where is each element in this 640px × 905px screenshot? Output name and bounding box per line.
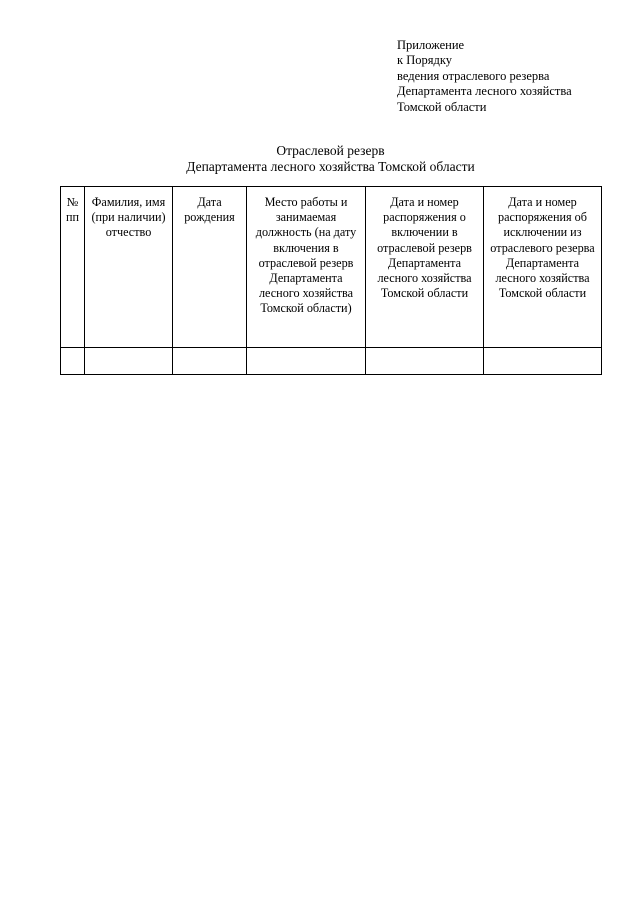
appendix-line: Приложение bbox=[397, 38, 465, 52]
header-number: № пп bbox=[61, 187, 85, 348]
appendix-line: Томской области bbox=[397, 99, 487, 114]
table-cell bbox=[61, 348, 85, 375]
reserve-table bbox=[60, 186, 602, 375]
header-birth-date: Дата рождения bbox=[173, 187, 247, 348]
document-title-line-2: Департамента лесного хозяйства Томской области bbox=[186, 159, 475, 174]
header-full-name: Фамилия, имя (при наличии) отчество bbox=[85, 187, 173, 348]
appendix-line: Департамента лесного хозяйства bbox=[397, 84, 572, 99]
table-cell bbox=[247, 348, 366, 375]
table-header-row bbox=[61, 187, 602, 348]
table-cell bbox=[484, 348, 602, 375]
table-row bbox=[61, 348, 602, 375]
appendix-line: ведения отраслевого резерва bbox=[397, 68, 550, 83]
table-cell bbox=[85, 348, 173, 375]
header-workplace-position: Место работы и занимаемая должность (на дату включения в отраслевой резерв Департамента лесного хозяйства Томской области) bbox=[247, 187, 366, 348]
table-cell bbox=[173, 348, 247, 375]
document-title bbox=[60, 143, 601, 175]
appendix-note bbox=[397, 38, 627, 115]
appendix-line: к Порядку bbox=[397, 53, 452, 68]
header-exclusion-order: Дата и номер распоряжения об исключении из отраслевого резерва Департамента лесного хозяйства Томской области bbox=[484, 187, 602, 348]
table-cell bbox=[366, 348, 484, 375]
header-inclusion-order: Дата и номер распоряжения о включении в отраслевой резерв Департамента лесного хозяйства Томской области bbox=[366, 187, 484, 348]
document-title-line-1: Отраслевой резерв bbox=[276, 143, 385, 158]
